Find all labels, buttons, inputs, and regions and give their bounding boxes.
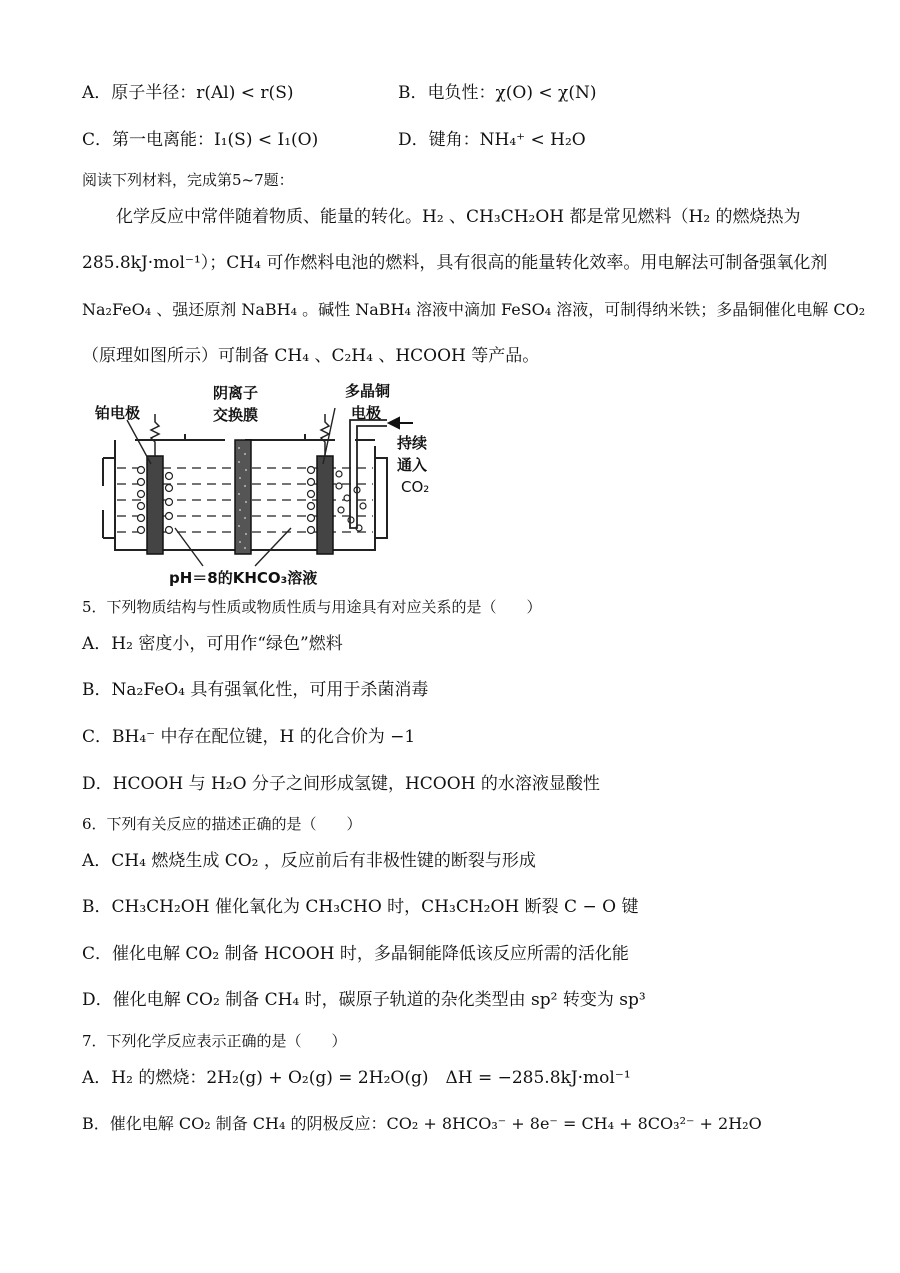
- co2-label-3: CO₂: [401, 478, 430, 496]
- option-b-electronegativity: B．电负性：χ(O) < χ(N): [398, 83, 597, 103]
- anion-exchange-membrane: [235, 440, 251, 554]
- question-7-option-a: A．H₂ 的燃烧：2H₂(g) + O₂(g) = 2H₂O(g) ΔH = −285.8kJ·mol⁻¹: [82, 1068, 631, 1088]
- option-d-bond-angle: D．键角：NH₄⁺ < H₂O: [398, 130, 586, 150]
- passage-line-2: 285.8kJ·mol⁻¹）；CH₄ 可作燃料电池的燃料，具有很高的能量转化效率。用电解法可制备强氧化剂: [82, 253, 828, 273]
- option-c-ionization: C．第一电离能：I₁(S) < I₁(O): [82, 130, 319, 150]
- solution-label: pH＝8的KHCO₃溶液: [169, 569, 318, 587]
- cu-electrode-label-2: 电极: [351, 404, 382, 422]
- question-6-option-a: A．CH₄ 燃烧生成 CO₂ ，反应前后有非极性键的断裂与形成: [82, 851, 536, 871]
- passage-line-1: 化学反应中常伴随着物质、能量的转化。H₂ 、CH₃CH₂OH 都是常见燃料（H₂ 的燃烧热为: [116, 207, 801, 227]
- question-6-option-d: D．催化电解 CO₂ 制备 CH₄ 时，碳原子轨道的杂化类型由 sp² 转变为 sp³: [82, 990, 646, 1010]
- passage-line-4: （原理如图所示）可制备 CH₄ 、C₂H₄ 、HCOOH 等产品。: [82, 346, 540, 366]
- question-5-option-d: D．HCOOH 与 H₂O 分子之间形成氢键，HCOOH 的水溶液显酸性: [82, 774, 600, 794]
- electrolysis-cell-diagram: [95, 378, 435, 588]
- question-6-option-c: C．催化电解 CO₂ 制备 HCOOH 时，多晶铜能降低该反应所需的活化能: [82, 944, 629, 964]
- question-6-option-b: B．CH₃CH₂OH 催化氧化为 CH₃CHO 时，CH₃CH₂OH 断裂 C − O 键: [82, 897, 639, 917]
- membrane-label-2: 交换膜: [213, 406, 259, 424]
- platinum-electrode: [147, 456, 163, 554]
- membrane-label-1: 阴离子: [213, 384, 259, 402]
- question-5-option-a: A．H₂ 密度小，可用作“绿色”燃料: [82, 634, 343, 654]
- option-a-radius: A．原子半径：r(Al) < r(S): [82, 83, 294, 103]
- co2-label-1: 持续: [397, 434, 428, 452]
- cu-electrode-label-1: 多晶铜: [345, 382, 391, 400]
- question-7-stem: 7．下列化学反应表示正确的是（ ）: [82, 1032, 347, 1050]
- copper-electrode: [317, 456, 333, 554]
- passage-line-3: Na₂FeO₄ 、强还原剂 NaBH₄ 。碱性 NaBH₄ 溶液中滴加 FeSO₄ 溶液，可制得纳米铁；多晶铜催化电解 CO₂: [82, 300, 866, 319]
- question-6-stem: 6．下列有关反应的描述正确的是（ ）: [82, 815, 362, 833]
- reading-instruction: 阅读下列材料，完成第5~7题：: [82, 171, 294, 189]
- pt-electrode-label: 铂电极: [95, 404, 141, 422]
- question-5-option-b: B．Na₂FeO₄ 具有强氧化性，可用于杀菌消毒: [82, 680, 429, 700]
- co2-label-2: 通入: [397, 456, 428, 474]
- question-5-option-c: C．BH₄⁻ 中存在配位键，H 的化合价为 −1: [82, 727, 416, 747]
- question-5-stem: 5．下列物质结构与性质或物质性质与用途具有对应关系的是（ ）: [82, 598, 542, 616]
- question-7-option-b: B．催化电解 CO₂ 制备 CH₄ 的阴极反应：CO₂ + 8HCO₃⁻ + 8e⁻ = CH₄ + 8CO₃²⁻ + 2H₂O: [82, 1114, 762, 1133]
